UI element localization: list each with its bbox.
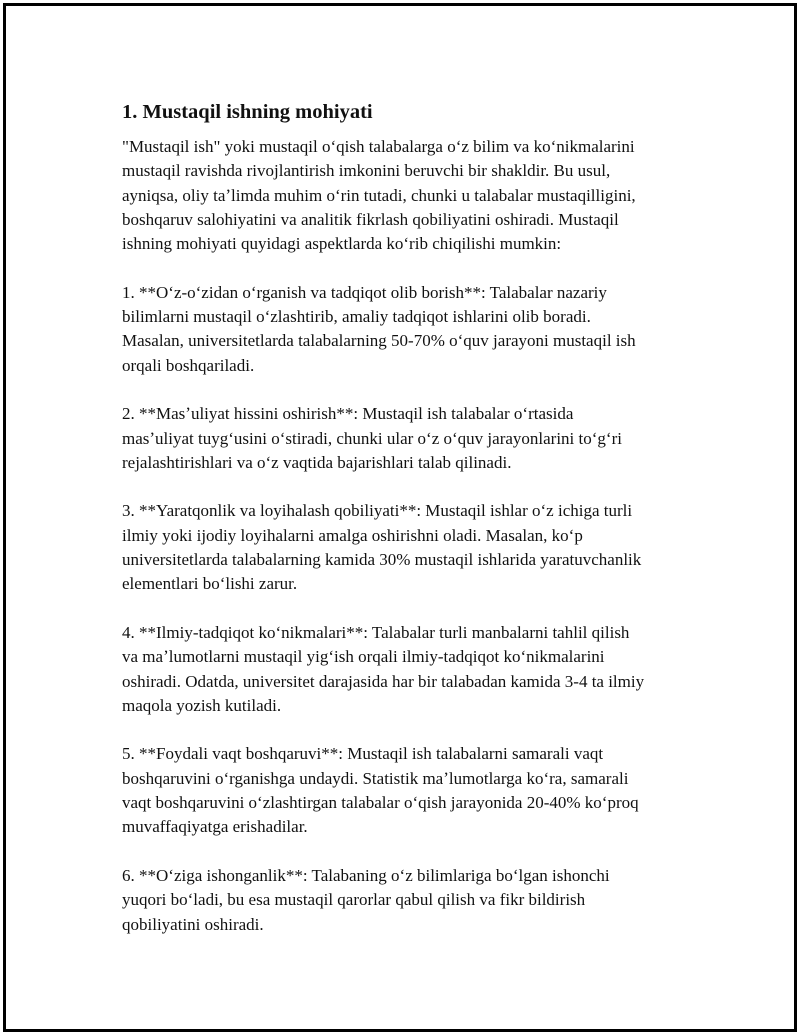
text-line: rejalashtirishlari va oʻz vaqtida bajarishlari talab qilinadi. bbox=[122, 452, 512, 472]
text-line: oshiradi. Odatda, universitet darajasida har bir talabadan kamida 3-4 ta ilmiy bbox=[122, 671, 645, 691]
text-line: masʼuliyat tuygʻusini oʻstiradi, chunki ular oʻz oʻquv jarayonlarini toʻgʻri bbox=[122, 428, 622, 448]
text-line: mustaqil ravishda rivojlantirish imkonini beruvchi bir shakldir. Bu usul, bbox=[122, 161, 611, 181]
text-line: maqola yozish kutiladi. bbox=[122, 695, 282, 715]
text-line: 2. **Masʼuliyat hissini oshirish**: Mustaqil ish talabalar oʻrtasida bbox=[122, 404, 574, 424]
section-heading: 1. Mustaqil ishning mohiyati bbox=[122, 101, 373, 123]
text-line: ilmiy yoki ijodiy loyihalarni amalga oshirishni oladi. Masalan, koʻp bbox=[122, 525, 583, 545]
text-line: elementlari boʻlishi zarur. bbox=[122, 574, 298, 594]
text-line: muvaffaqiyatga erishadilar. bbox=[122, 817, 308, 837]
text-line: 5. **Foydali vaqt boshqaruvi**: Mustaqil ish talabalarni samarali vaqt bbox=[122, 744, 604, 764]
list-item-3 bbox=[122, 499, 702, 596]
list-item-4 bbox=[122, 621, 702, 718]
document-body bbox=[122, 98, 702, 961]
text-line: 1. **Oʻz-oʻzidan oʻrganish va tadqiqot olib borish**: Talabalar nazariy bbox=[122, 282, 607, 302]
text-line: 6. **Oʻziga ishonganlik**: Talabaning oʻz bilimlariga boʻlgan ishonchi bbox=[122, 865, 610, 885]
text-line: va maʼlumotlarni mustaqil yigʻish orqali ilmiy-tadqiqot koʻnikmalarini bbox=[122, 647, 605, 667]
page-frame bbox=[3, 3, 797, 1032]
text-line: "Mustaqil ish" yoki mustaqil oʻqish talabalarga oʻz bilim va koʻnikmalarini bbox=[122, 137, 635, 156]
text-line: ayniqsa, oliy taʼlimda muhim oʻrin tutadi, chunki u talabalar mustaqilligini, bbox=[122, 185, 636, 205]
text-line: orqali boshqariladi. bbox=[122, 355, 255, 375]
text-line: 3. **Yaratqonlik va loyihalash qobiliyati**: Mustaqil ishlar oʻz ichiga turli bbox=[122, 501, 633, 521]
text-line: Masalan, universitetlarda talabalarning 50-70% oʻquv jarayoni mustaqil ish bbox=[122, 331, 636, 351]
text-line: boshqaruvini oʻrganishga undaydi. Statistik maʼlumotlarga koʻra, samarali bbox=[122, 768, 629, 788]
intro-paragraph bbox=[122, 135, 702, 256]
list-item-1 bbox=[122, 281, 702, 378]
text-line: bilimlarni mustaqil oʻzlashtirib, amaliy tadqiqot ishlarini olib boradi. bbox=[122, 307, 591, 327]
list-item-2 bbox=[122, 402, 702, 475]
text-line: boshqaruv salohiyatini va analitik fikrlash qobiliyatini oshiradi. Mustaqil bbox=[122, 209, 619, 229]
text-line: vaqt boshqaruvini oʻzlashtirgan talabalar oʻqish jarayonida 20-40% koʻproq bbox=[122, 793, 639, 813]
text-line: qobiliyatini oshiradi. bbox=[122, 914, 264, 934]
text-line: yuqori boʻladi, bu esa mustaqil qarorlar qabul qilish va fikr bildirish bbox=[122, 890, 586, 910]
text-line: 4. **Ilmiy-tadqiqot koʻnikmalari**: Talabalar turli manbalarni tahlil qilish bbox=[122, 622, 630, 642]
text-line: universitetlarda talabalarning kamida 30% mustaqil ishlarida yaratuvchanlik bbox=[122, 550, 642, 570]
list-item-6 bbox=[122, 864, 702, 937]
list-item-5 bbox=[122, 742, 702, 839]
text-line: ishning mohiyati quyidagi aspektlarda koʻrib chiqilishi mumkin: bbox=[122, 234, 562, 254]
